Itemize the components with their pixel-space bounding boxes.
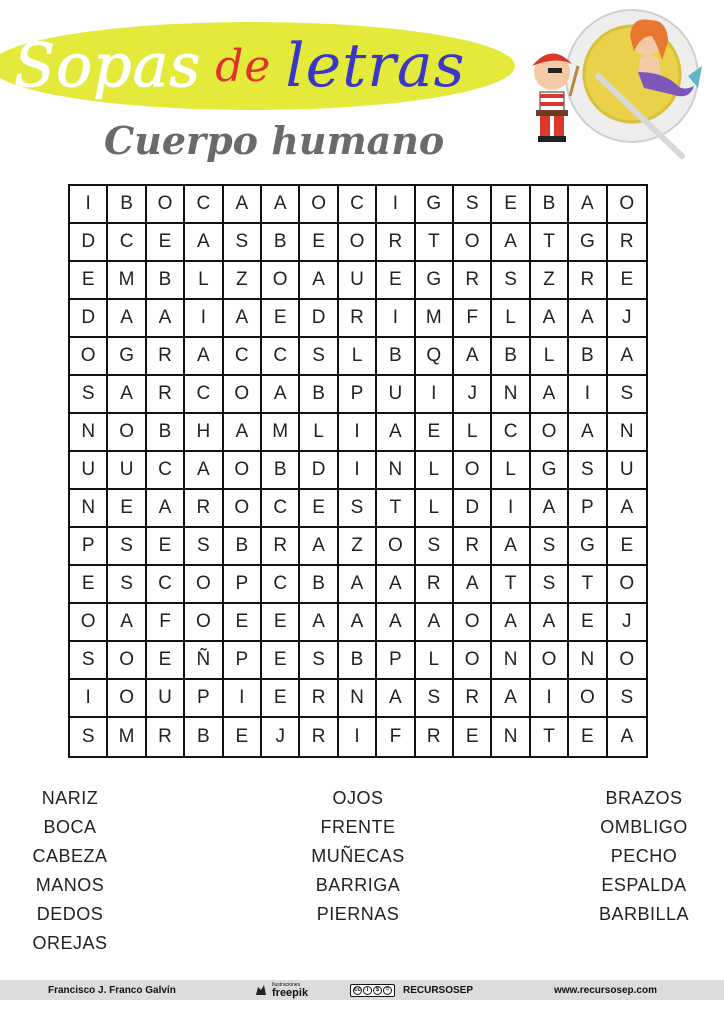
word-item: NARIZ xyxy=(41,788,99,808)
grid-cell: A xyxy=(224,300,262,338)
grid-cell: O xyxy=(185,566,223,604)
grid-cell: I xyxy=(339,414,377,452)
grid-cell: I xyxy=(531,680,569,718)
word-item: OREJAS xyxy=(32,933,108,953)
grid-cell: S xyxy=(608,680,646,718)
grid-cell: R xyxy=(454,680,492,718)
grid-cell: E xyxy=(262,680,300,718)
grid-cell: R xyxy=(300,680,338,718)
grid-cell: E xyxy=(262,642,300,680)
grid-cell: C xyxy=(185,376,223,414)
grid-cell: Z xyxy=(339,528,377,566)
grid-cell: O xyxy=(608,566,646,604)
grid-cell: A xyxy=(185,224,223,262)
word-item: MANOS xyxy=(35,875,105,895)
grid-cell: R xyxy=(339,300,377,338)
grid-cell: E xyxy=(608,528,646,566)
grid-cell: B xyxy=(147,262,185,300)
grid-cell: A xyxy=(569,186,607,224)
grid-cell: L xyxy=(339,338,377,376)
grid-cell: N xyxy=(608,414,646,452)
word-item: BRAZOS xyxy=(605,788,683,808)
grid-cell: O xyxy=(108,414,146,452)
grid-cell: A xyxy=(492,224,530,262)
grid-cell: C xyxy=(108,224,146,262)
grid-cell: R xyxy=(147,376,185,414)
word-item: BOCA xyxy=(43,817,97,837)
grid-cell: A xyxy=(569,414,607,452)
grid-cell: I xyxy=(569,376,607,414)
grid-cell: O xyxy=(108,642,146,680)
word-item: PIERNAS xyxy=(316,904,400,924)
grid-cell: A xyxy=(531,490,569,528)
grid-cell: A xyxy=(262,376,300,414)
word-item: ESPALDA xyxy=(601,875,687,895)
grid-cell: C xyxy=(147,566,185,604)
grid-cell: E xyxy=(454,718,492,756)
grid-cell: O xyxy=(70,604,108,642)
grid-cell: R xyxy=(377,224,415,262)
grid-cell: O xyxy=(454,642,492,680)
grid-cell: U xyxy=(608,452,646,490)
grid-cell: S xyxy=(416,528,454,566)
grid-cell: M xyxy=(108,262,146,300)
grid-cell: S xyxy=(70,642,108,680)
word-item: MUÑECAS xyxy=(311,846,405,866)
grid-cell: A xyxy=(339,566,377,604)
grid-cell: E xyxy=(108,490,146,528)
grid-cell: L xyxy=(416,452,454,490)
grid-cell: M xyxy=(416,300,454,338)
grid-cell: C xyxy=(492,414,530,452)
grid-cell: P xyxy=(339,376,377,414)
grid-cell: M xyxy=(262,414,300,452)
grid-cell: A xyxy=(108,376,146,414)
grid-cell: A xyxy=(416,604,454,642)
grid-cell: S xyxy=(108,528,146,566)
grid-cell: D xyxy=(454,490,492,528)
grid-cell: T xyxy=(416,224,454,262)
grid-cell: R xyxy=(147,718,185,756)
word-item: BARRIGA xyxy=(315,875,401,895)
grid-cell: O xyxy=(569,680,607,718)
word-item: DEDOS xyxy=(36,904,104,924)
grid-cell: A xyxy=(377,414,415,452)
grid-cell: S xyxy=(185,528,223,566)
grid-cell: B xyxy=(531,186,569,224)
grid-cell: P xyxy=(224,566,262,604)
grid-cell: U xyxy=(339,262,377,300)
grid-cell: A xyxy=(377,566,415,604)
grid-cell: B xyxy=(377,338,415,376)
grid-cell: I xyxy=(339,452,377,490)
grid-cell: E xyxy=(70,566,108,604)
grid-cell: A xyxy=(531,300,569,338)
grid-cell: N xyxy=(569,642,607,680)
grid-cell: A xyxy=(224,186,262,224)
title-word-de: de xyxy=(215,40,272,92)
grid-cell: B xyxy=(300,566,338,604)
grid-cell: S xyxy=(300,338,338,376)
grid-cell: M xyxy=(108,718,146,756)
grid-cell: C xyxy=(147,452,185,490)
word-item: OMBLIGO xyxy=(600,817,688,837)
grid-cell: I xyxy=(339,718,377,756)
grid-cell: B xyxy=(300,376,338,414)
grid-cell: O xyxy=(108,680,146,718)
grid-cell: O xyxy=(70,338,108,376)
grid-cell: O xyxy=(224,376,262,414)
grid-cell: A xyxy=(147,490,185,528)
grid-cell: S xyxy=(569,452,607,490)
grid-cell: R xyxy=(147,338,185,376)
grid-cell: E xyxy=(147,528,185,566)
title-word-sopas: Sopas xyxy=(14,31,202,101)
grid-cell: S xyxy=(492,262,530,300)
grid-cell: A xyxy=(339,604,377,642)
grid-cell: P xyxy=(185,680,223,718)
grid-cell: R xyxy=(569,262,607,300)
word-item: OJOS xyxy=(332,788,384,808)
grid-cell: N xyxy=(492,376,530,414)
grid-cell: C xyxy=(262,338,300,376)
grid-cell: R xyxy=(454,528,492,566)
grid-cell: O xyxy=(300,186,338,224)
grid-cell: A xyxy=(492,604,530,642)
footer-freepik-credit xyxy=(254,980,308,1000)
page-title xyxy=(14,22,465,110)
grid-cell: R xyxy=(300,718,338,756)
grid-cell: T xyxy=(531,718,569,756)
grid-cell: G xyxy=(416,186,454,224)
grid-cell: D xyxy=(300,452,338,490)
grid-cell: A xyxy=(608,490,646,528)
grid-cell: A xyxy=(300,604,338,642)
grid-cell: E xyxy=(569,718,607,756)
freepik-brand: freepik xyxy=(272,986,309,999)
grid-cell: O xyxy=(454,224,492,262)
grid-cell: O xyxy=(339,224,377,262)
grid-cell: R xyxy=(262,528,300,566)
grid-cell: P xyxy=(569,490,607,528)
grid-cell: H xyxy=(185,414,223,452)
grid-cell: U xyxy=(108,452,146,490)
grid-cell: A xyxy=(531,376,569,414)
grid-cell: F xyxy=(377,718,415,756)
grid-cell: B xyxy=(569,338,607,376)
grid-cell: C xyxy=(262,490,300,528)
grid-cell: L xyxy=(492,452,530,490)
grid-cell: S xyxy=(531,566,569,604)
grid-cell: A xyxy=(531,604,569,642)
grid-cell: G xyxy=(531,452,569,490)
grid-cell: J xyxy=(262,718,300,756)
grid-cell: D xyxy=(70,300,108,338)
grid-cell: Z xyxy=(531,262,569,300)
freepik-small-label: Ilustraciones xyxy=(272,981,301,988)
grid-cell: E xyxy=(147,642,185,680)
grid-cell: A xyxy=(300,262,338,300)
grid-cell: G xyxy=(108,338,146,376)
page-subtitle: Cuerpo humano xyxy=(104,118,445,163)
grid-cell: U xyxy=(377,376,415,414)
grid-cell: R xyxy=(185,490,223,528)
grid-cell: T xyxy=(531,224,569,262)
grid-cell: S xyxy=(70,718,108,756)
grid-cell: Z xyxy=(224,262,262,300)
grid-cell: S xyxy=(339,490,377,528)
grid-cell: I xyxy=(224,680,262,718)
grid-cell: N xyxy=(377,452,415,490)
grid-cell: E xyxy=(416,414,454,452)
grid-cell: E xyxy=(70,262,108,300)
word-item: FRENTE xyxy=(320,817,396,837)
freepik-logo-icon xyxy=(254,983,268,997)
grid-cell: O xyxy=(185,604,223,642)
grid-cell: O xyxy=(454,604,492,642)
grid-cell: I xyxy=(416,376,454,414)
grid-cell: S xyxy=(531,528,569,566)
grid-cell: I xyxy=(492,490,530,528)
title-word-letras: letras xyxy=(285,31,466,101)
grid-cell: U xyxy=(70,452,108,490)
grid-cell: A xyxy=(608,338,646,376)
grid-cell: L xyxy=(416,490,454,528)
page-footer xyxy=(0,980,724,1000)
grid-cell: S xyxy=(608,376,646,414)
grid-cell: D xyxy=(70,224,108,262)
grid-cell: B xyxy=(108,186,146,224)
grid-cell: P xyxy=(377,642,415,680)
grid-cell: P xyxy=(224,642,262,680)
grid-cell: N xyxy=(492,718,530,756)
grid-cell: E xyxy=(492,186,530,224)
grid-cell: C xyxy=(262,566,300,604)
grid-cell: O xyxy=(531,642,569,680)
grid-cell: S xyxy=(454,186,492,224)
grid-cell: S xyxy=(224,224,262,262)
word-item: BARBILLA xyxy=(598,904,690,924)
grid-cell: C xyxy=(224,338,262,376)
word-item: PECHO xyxy=(610,846,678,866)
grid-cell: E xyxy=(569,604,607,642)
grid-cell: I xyxy=(377,300,415,338)
footer-cc-label: RECURSOSEP xyxy=(403,984,474,996)
grid-cell: I xyxy=(185,300,223,338)
grid-cell: B xyxy=(339,642,377,680)
grid-cell: J xyxy=(608,300,646,338)
grid-cell: O xyxy=(224,490,262,528)
grid-cell: A xyxy=(377,604,415,642)
grid-cell: R xyxy=(608,224,646,262)
grid-cell: A xyxy=(569,300,607,338)
word-list-column-1 xyxy=(22,784,118,958)
word-list-column-3 xyxy=(584,784,704,929)
grid-cell: L xyxy=(492,300,530,338)
grid-cell: Q xyxy=(416,338,454,376)
grid-cell: E xyxy=(608,262,646,300)
grid-cell: A xyxy=(492,680,530,718)
grid-cell: T xyxy=(492,566,530,604)
grid-cell: A xyxy=(108,604,146,642)
grid-cell: L xyxy=(454,414,492,452)
grid-cell: O xyxy=(262,262,300,300)
grid-cell: T xyxy=(377,490,415,528)
grid-cell: L xyxy=(416,642,454,680)
grid-cell: J xyxy=(608,604,646,642)
grid-cell: E xyxy=(300,224,338,262)
grid-cell: C xyxy=(339,186,377,224)
grid-cell: A xyxy=(620,726,634,747)
grid-cell: Ñ xyxy=(185,642,223,680)
grid-cell: E xyxy=(224,718,262,756)
grid-cell: N xyxy=(339,680,377,718)
grid-cell: D xyxy=(300,300,338,338)
grid-cell: A xyxy=(147,300,185,338)
grid-cell: A xyxy=(492,528,530,566)
grid-cell: O xyxy=(531,414,569,452)
grid-cell: R xyxy=(416,566,454,604)
grid-cell: P xyxy=(70,528,108,566)
grid-cell: F xyxy=(147,604,185,642)
grid-cell: S xyxy=(300,642,338,680)
grid-cell: B xyxy=(224,528,262,566)
grid-cell: A xyxy=(377,680,415,718)
grid-cell: E xyxy=(224,604,262,642)
grid-cell: I xyxy=(70,186,108,224)
word-item: CABEZA xyxy=(32,846,108,866)
grid-cell: S xyxy=(416,680,454,718)
grid-cell: U xyxy=(147,680,185,718)
grid-cell: O xyxy=(377,528,415,566)
grid-cell: O xyxy=(608,186,646,224)
grid-cell: S xyxy=(108,566,146,604)
grid-cell: A xyxy=(185,452,223,490)
grid-cell: B xyxy=(147,414,185,452)
grid-cell: A xyxy=(300,528,338,566)
grid-cell: N xyxy=(492,642,530,680)
footer-website[interactable]: www.recursosep.com xyxy=(554,984,657,996)
grid-cell: B xyxy=(492,338,530,376)
header-illustration xyxy=(512,6,712,166)
grid-cell: I xyxy=(70,680,108,718)
grid-cell: G xyxy=(416,262,454,300)
word-search-grid xyxy=(68,184,648,758)
grid-cell: T xyxy=(569,566,607,604)
grid-cell: E xyxy=(262,300,300,338)
grid-cell: B xyxy=(185,718,223,756)
grid-cell: C xyxy=(185,186,223,224)
grid-cell: A xyxy=(262,186,300,224)
grid-cell: G xyxy=(569,528,607,566)
grid-cell: O xyxy=(454,452,492,490)
grid-cell: N xyxy=(70,490,108,528)
footer-license xyxy=(350,980,473,1000)
word-list-column-2 xyxy=(298,784,418,929)
grid-cell: E xyxy=(300,490,338,528)
grid-cell: S xyxy=(70,376,108,414)
grid-cell: O xyxy=(608,642,646,680)
grid-cell: E xyxy=(377,262,415,300)
grid-cell: L xyxy=(300,414,338,452)
grid-cell: R xyxy=(454,262,492,300)
grid-cell: A xyxy=(454,566,492,604)
grid-cell: E xyxy=(147,224,185,262)
grid-cell: G xyxy=(569,224,607,262)
grid-cell: E xyxy=(262,604,300,642)
grid-cell: B xyxy=(262,224,300,262)
grid-cell: O xyxy=(224,452,262,490)
grid-cell: J xyxy=(454,376,492,414)
grid-cell: O xyxy=(147,186,185,224)
grid-cell: A xyxy=(108,300,146,338)
creative-commons-icon: cc i $ = xyxy=(350,984,395,997)
grid-cell: A xyxy=(224,414,262,452)
grid-cell: L xyxy=(185,262,223,300)
grid-cell: A xyxy=(185,338,223,376)
grid-cell: A xyxy=(454,338,492,376)
grid-cell: N xyxy=(70,414,108,452)
grid-cell: B xyxy=(262,452,300,490)
grid-cell: I xyxy=(377,186,415,224)
footer-author: Francisco J. Franco Galvín xyxy=(48,984,176,996)
grid-cell: L xyxy=(531,338,569,376)
grid-cell: F xyxy=(454,300,492,338)
grid-cell: R xyxy=(416,718,454,756)
